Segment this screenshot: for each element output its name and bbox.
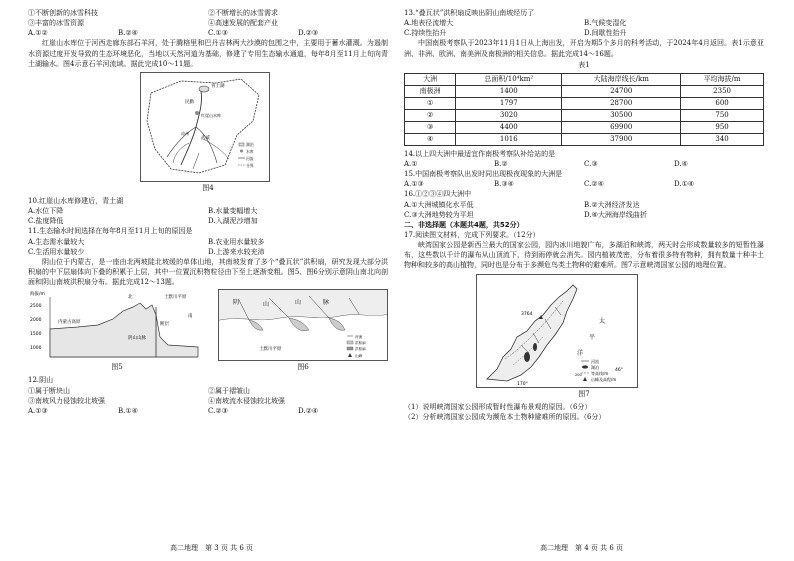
table-cell: 750 [681, 109, 764, 121]
option: D.入湖泥沙增加 [208, 217, 258, 226]
table-cell: 30500 [562, 109, 681, 121]
figure-5-profile [28, 289, 206, 361]
map-label: 武威 [201, 135, 210, 141]
table-cell: 4400 [456, 121, 562, 133]
intro-antarctic: 中国南极考察队于2023年11月1日从上海出发，开启为期5个多月的科考活动，于2024年4月返回。表1示意亚洲、非洲、欧洲、南美洲及南极洲的相关信息。据此完成14～16题。 [404, 39, 764, 58]
map-label: 太 [599, 317, 606, 325]
figures-5-6 [28, 289, 388, 375]
table-header: 平均海拔/m [681, 73, 764, 85]
option: ②不断增长的冰雪需求 [208, 9, 278, 17]
option: ④高速发展的配套产业 [208, 19, 278, 28]
map-label: 阴 [233, 299, 240, 307]
figure-6-caption: 图6 [297, 363, 309, 372]
table-1-title: 表1 [578, 60, 590, 69]
table-cell: 600 [681, 97, 764, 109]
question-13-stem: 13.“叠瓦状”洪积扇反映出阴山南坡经历了 [404, 9, 535, 17]
legend-label: 河流 [591, 358, 599, 364]
profile-label: 北 [128, 295, 133, 301]
option: B.农业用水量较多 [208, 237, 265, 246]
left-column [28, 8, 388, 416]
figure-6-wrapper [218, 289, 388, 375]
option: C.③ [584, 159, 598, 168]
table-header: 大陆海岸线长/km [562, 73, 681, 85]
option: C.③大洲地势较为平坦 [404, 210, 474, 219]
question-12-stem: 12.阴山 [28, 376, 54, 385]
table-cell: 28700 [562, 97, 681, 109]
legend-label: 洪积扇 [355, 347, 366, 352]
legend-label: 湖泊 [246, 141, 254, 147]
map-label: 红崖山水库 [201, 112, 221, 118]
table-cell: 37900 [562, 133, 681, 145]
option: A.①③ [404, 180, 424, 189]
option: A.①大洲城镇化水平低 [404, 200, 474, 209]
question-14-options [404, 159, 764, 169]
map-label: 3764 [521, 311, 533, 317]
table-cell: 3020 [456, 109, 562, 121]
table-row [405, 133, 764, 145]
question-13-options [404, 18, 764, 38]
table-cell: 1400 [456, 85, 562, 97]
legend-label: 河流 [246, 155, 254, 161]
option: B.水量变幅增大 [208, 207, 258, 216]
yinshan-profile-chart [28, 289, 206, 361]
answer-option: D.②④ [298, 406, 319, 415]
y-tick: 2500 [30, 304, 42, 310]
figure-5-wrapper [28, 289, 206, 375]
alluvial-fan-map [219, 290, 387, 360]
option: A.水位下降 [28, 207, 64, 216]
legend-label: 洪积扇 [355, 341, 366, 346]
figure-4-caption: 图4 [202, 183, 214, 192]
profile-label: 断层 [160, 322, 169, 328]
option: D.间歇性抬升 [584, 29, 627, 38]
figure-7-caption: 图7 [578, 389, 590, 398]
option: B.②大洲经济发达 [584, 200, 640, 209]
question-15-stem: 15.中国南极考察队出发时同出现极夜现象的大洲是 [404, 170, 563, 179]
question-17-stem: 17.阅读图文材料，完成下列要求。（12分） [404, 230, 540, 239]
table-header: 大洲 [405, 73, 456, 85]
map-label: 土默川平原 [259, 347, 282, 353]
question-10-stem: 10.红崖山水库修建后，青土湖 [28, 196, 124, 205]
figure-6-map [218, 289, 388, 361]
question-options-top [28, 8, 388, 28]
intro-hongyashan: 红崖山水库位于河西走廊东部石羊河，处于腾格里和巴丹吉林两大沙漠的包围之中，主要用于蓄水灌溉。为遏制水资源过度开发导致的生态环境恶化，当地以天然河道为基础，修建了专用生态输水通道，每年8月至11月上旬向青土湖输水。图4示意石羊河流域。据此完成10～11题。 [28, 39, 388, 68]
option: C.盐度降低 [28, 217, 64, 226]
figure-7-map [476, 274, 638, 388]
fig6-legend [347, 334, 366, 358]
intro-yinshan: 阴山位于内蒙古，是一座由北两坡陡北坡缓的单体山地，其南坡发育了多个“叠瓦状”洪积扇，研究发现大部分洪积扇的中下层扇体向下叠的积累于上层，其中一位置沉积物粒径由下至上逐渐变粗。图5、图6分别示意阴山南北向剖面和阴山南坡洪积扇分布。据此完成12～13题。 [28, 257, 388, 287]
option: B.② [494, 159, 508, 168]
table-cell: 南极洲 [405, 85, 456, 97]
legend-label: 山峰 [355, 354, 363, 359]
question-17-part-1: （1）说明峡湾国家公园形成暂时性瀑布景观的原因。（6分） [404, 402, 592, 411]
map-label: 170° [517, 381, 528, 387]
option: ①属于断块山 [28, 386, 70, 395]
legend-label: 水库 [246, 148, 254, 154]
option: ③南坡风力侵蚀较北坡强 [28, 396, 105, 405]
shiyang-river-map [141, 73, 269, 181]
map-label: 洋 [577, 349, 584, 357]
page-footer-right: 高二地理 第 4 页 共 6 页 [540, 543, 624, 552]
answer-options-top [28, 28, 388, 38]
profile-label: 内蒙古高原 [58, 320, 81, 326]
question-14-stem: 14.以上四大洲中最适宜作南极考察队补给站的是 [404, 149, 556, 158]
option: C.生活用水量较少 [28, 247, 85, 256]
option: A.① [404, 159, 418, 168]
answer-option: A.①② [28, 29, 48, 38]
table-header-row [405, 73, 764, 85]
option: D.①④ [674, 180, 695, 189]
question-11-stem: 11.生态输水时间选择在每年8月至11月上旬的原因是 [28, 227, 193, 236]
table-cell: 950 [681, 121, 764, 133]
option: A.生态需水量较大 [28, 237, 85, 246]
question-17-material: 峡湾国家公园是新西兰最大的国家公园，园内冰川地貌广布，多湖泊和峡湾，两天时会形成数量较多的短暂性瀑布，这些数以千计的瀑布从山顶流下，待到雨停就会消失。园内植被茂密，分布着很多特有物种，拥有数量十种丰土物种和较多的高山植物，同时也是分布于多濒危鸟类土物种的避难所。图7示意峡湾国家公园的地理位置。 [404, 241, 764, 270]
map-label: 民勤 [185, 99, 194, 105]
question-12-options [28, 386, 388, 406]
question-16-stem: 16.①②③④四大洲中 [404, 190, 472, 199]
table-cell: ③ [405, 121, 456, 133]
section-2-heading: 二、非选择题（本题共4题，共52分） [404, 220, 524, 229]
table-cell: ① [405, 97, 456, 109]
question-12-answers [28, 406, 388, 416]
option: B.③④ [494, 180, 514, 189]
question-16-options [404, 200, 764, 220]
y-tick: 2000 [30, 318, 42, 324]
table-cell: 1016 [456, 133, 562, 145]
table-cell: ④ [405, 133, 456, 145]
map-label: 山 [263, 301, 270, 309]
table-row [405, 97, 764, 109]
map-label: 山 [295, 299, 302, 307]
figure-4-map [140, 72, 270, 182]
map-label: 46° [615, 367, 623, 373]
contour-value: 200 [575, 372, 582, 377]
legend-label: 分界 [246, 162, 254, 168]
figure-5-caption: 图5 [111, 363, 123, 372]
profile-label: 南 [188, 314, 193, 320]
profile-label: 土默川平原 [164, 295, 187, 301]
legend-label: 山峰及高程/m [591, 376, 617, 382]
answer-option: C.①③ [208, 29, 228, 38]
answer-option: A.①③ [28, 406, 48, 415]
option: ①不断创新的冰雪科技 [28, 9, 98, 17]
axis-unit: 海拔/m [30, 292, 45, 298]
table-cell: ② [405, 109, 456, 121]
table-row [405, 109, 764, 121]
option: ③丰富的冰雪资源 [28, 19, 84, 28]
legend-label: 等高线/m [591, 370, 609, 376]
table-cell: 69900 [562, 121, 681, 133]
option: D.④ [674, 159, 688, 168]
table-row [405, 121, 764, 133]
profile-label: 阴山山脉 [128, 336, 146, 342]
fig7-legend [575, 358, 616, 382]
map-label: 青土湖 [211, 83, 225, 89]
table-cell: 24700 [562, 85, 681, 97]
continent-table [404, 73, 764, 146]
answer-option: D.②③ [298, 29, 319, 38]
option: D.④大洲海岸线曲折 [584, 210, 647, 219]
question-10-options [28, 206, 388, 226]
table-cell: 340 [681, 133, 764, 145]
y-tick: 1000 [30, 346, 42, 352]
map-label: 脉 [323, 299, 330, 307]
table-header: 总面积/10⁴km² [456, 73, 562, 85]
fiordland-map [477, 275, 637, 387]
question-15-options [404, 179, 764, 189]
y-tick: 1500 [30, 332, 42, 338]
right-column [404, 8, 764, 422]
legend-label: 湖泊 [591, 364, 599, 370]
question-11-options [28, 237, 388, 257]
legend-label: 河流 [355, 335, 363, 340]
page-footer-left: 高二地理 第 3 页 共 6 页 [170, 543, 254, 552]
option: B.气候变湿化 [584, 19, 627, 28]
table-cell: 2350 [681, 85, 764, 97]
answer-option: C.②③ [208, 406, 228, 415]
option: A.地表径流增大 [404, 19, 454, 28]
option: C.②④ [584, 180, 604, 189]
question-17-part-2: （2）分析峡湾国家公园成为濒危本土物种避难所的原因。（6分） [404, 412, 606, 421]
option: ④南坡流水侵蚀较北坡强 [208, 396, 285, 405]
map-label: 平 [589, 333, 596, 341]
option: C.持续性抬升 [404, 29, 447, 38]
map-label: 凉州 [181, 130, 189, 136]
option: D.上游来水较充沛 [208, 247, 265, 256]
table-row [405, 85, 764, 97]
fig4-legend [238, 142, 254, 168]
answer-option: B.①④ [118, 406, 138, 415]
answer-option: B.②④ [118, 29, 138, 38]
option: ②属于褶皱山 [208, 386, 250, 395]
table-cell: 1797 [456, 97, 562, 109]
